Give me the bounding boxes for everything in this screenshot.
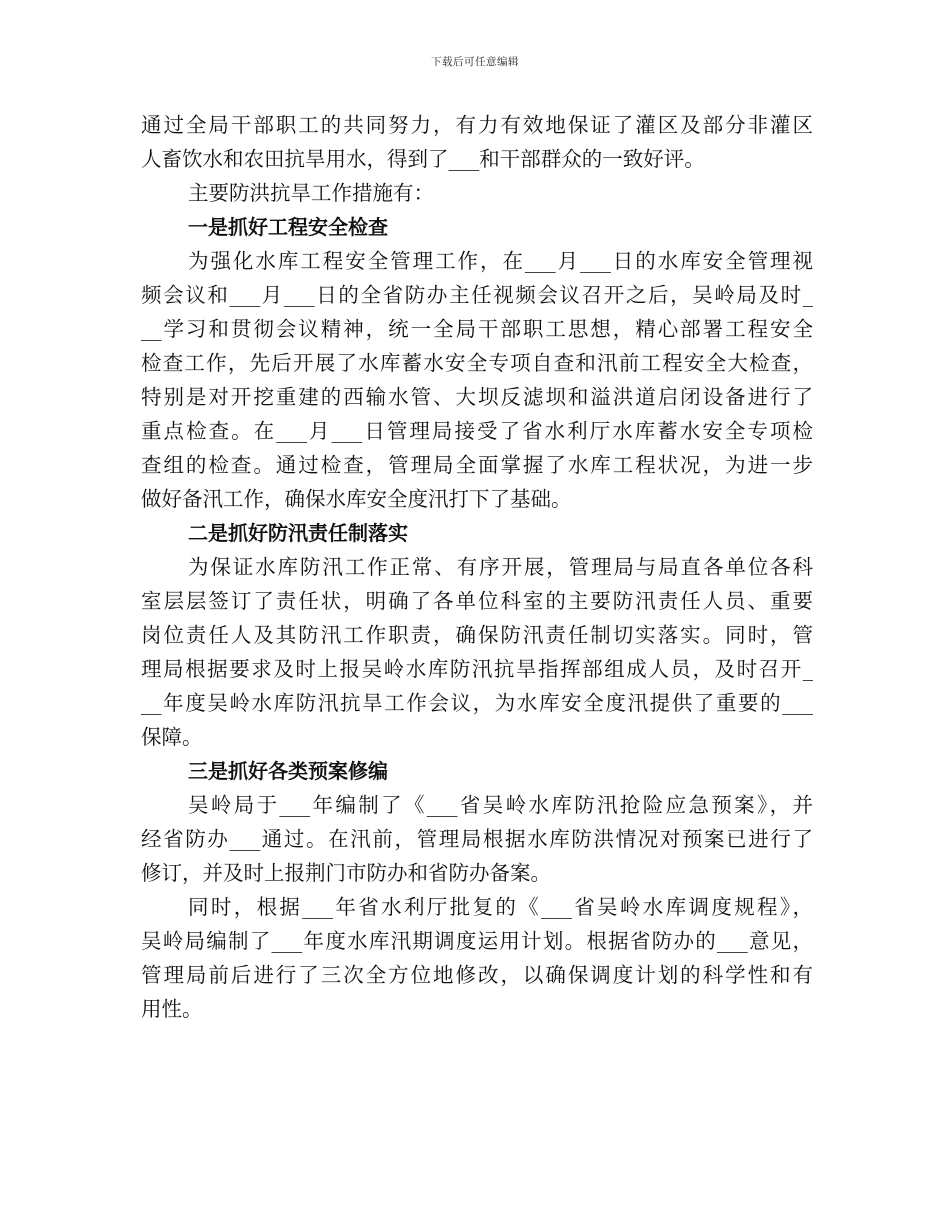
body-line: 保障。: [141, 725, 203, 749]
body-line: 为强化水库工程安全管理工作，在___月___日的水库安全管理视: [188, 249, 813, 273]
body-line: 为保证水库防汛工作正常、有序开展，管理局与局直各单位各科: [188, 555, 813, 579]
body-line: 吴岭局于___年编制了《___省吴岭水库防汛抢险应急预案》，并: [188, 793, 813, 817]
body-line: 理局根据要求及时上报吴岭水库防汛抗旱指挥部组成人员，及时召开_: [141, 657, 813, 681]
body-line: 通过全局干部职工的共同努力，有力有效地保证了灌区及部分非灌区: [141, 113, 813, 137]
body-line: 管理局前后进行了三次全方位地修改，以确保调度计划的科学性和有: [141, 963, 813, 987]
body-line: 重点检查。在___月___日管理局接受了省水利厅水库蓄水安全专项检: [141, 419, 813, 443]
body-line: __年度吴岭水库防汛抗旱工作会议，为水库安全度汛提供了重要的___: [141, 691, 813, 715]
section-heading-3: 三是抓好各类预案修编: [188, 759, 388, 783]
body-line: 做好备汛工作，确保水库安全度汛打下了基础。: [141, 487, 572, 511]
section-heading-2: 二是抓好防汛责任制落实: [188, 521, 408, 545]
body-line: 同时，根据___年省水利厅批复的《___省吴岭水库调度规程》，: [188, 895, 813, 919]
body-line: 检查工作，先后开展了水库蓄水安全专项自查和汛前工程安全大检查，: [141, 351, 813, 375]
body-line: 查组的检查。通过检查，管理局全面掌握了水库工程状况，为进一步: [141, 453, 813, 477]
body-line: 主要防洪抗旱工作措施有：: [188, 181, 434, 205]
body-line: 特别是对开挖重建的西输水管、大坝反滤坝和溢洪道启闭设备进行了: [141, 385, 813, 409]
body-line: __学习和贯彻会议精神，统一全局干部职工思想，精心部署工程安全: [141, 317, 813, 341]
body-line: 人畜饮水和农田抗旱用水，得到了___和干部群众的一致好评。: [141, 147, 705, 171]
section-heading-1: 一是抓好工程安全检查: [188, 215, 388, 239]
body-line: 频会议和___月___日的全省防办主任视频会议召开之后，吴岭局及时_: [141, 283, 813, 307]
body-line: 岗位责任人及其防汛工作职责，确保防汛责任制切实落实。同时，管: [141, 623, 813, 647]
body-line: 用性。: [141, 997, 203, 1021]
body-line: 修订，并及时上报荆门市防办和省防办备案。: [141, 861, 551, 885]
body-line: 吴岭局编制了___年度水库汛期调度运用计划。根据省防办的___意见，: [141, 929, 813, 953]
document-body: [141, 108, 813, 1026]
body-line: 经省防办___通过。在汛前，管理局根据水库防洪情况对预案已进行了: [141, 827, 813, 851]
body-line: 室层层签订了责任状，明确了各单位科室的主要防汛责任人员、重要: [141, 589, 813, 613]
page-header: 下载后可任意编辑: [431, 56, 519, 68]
